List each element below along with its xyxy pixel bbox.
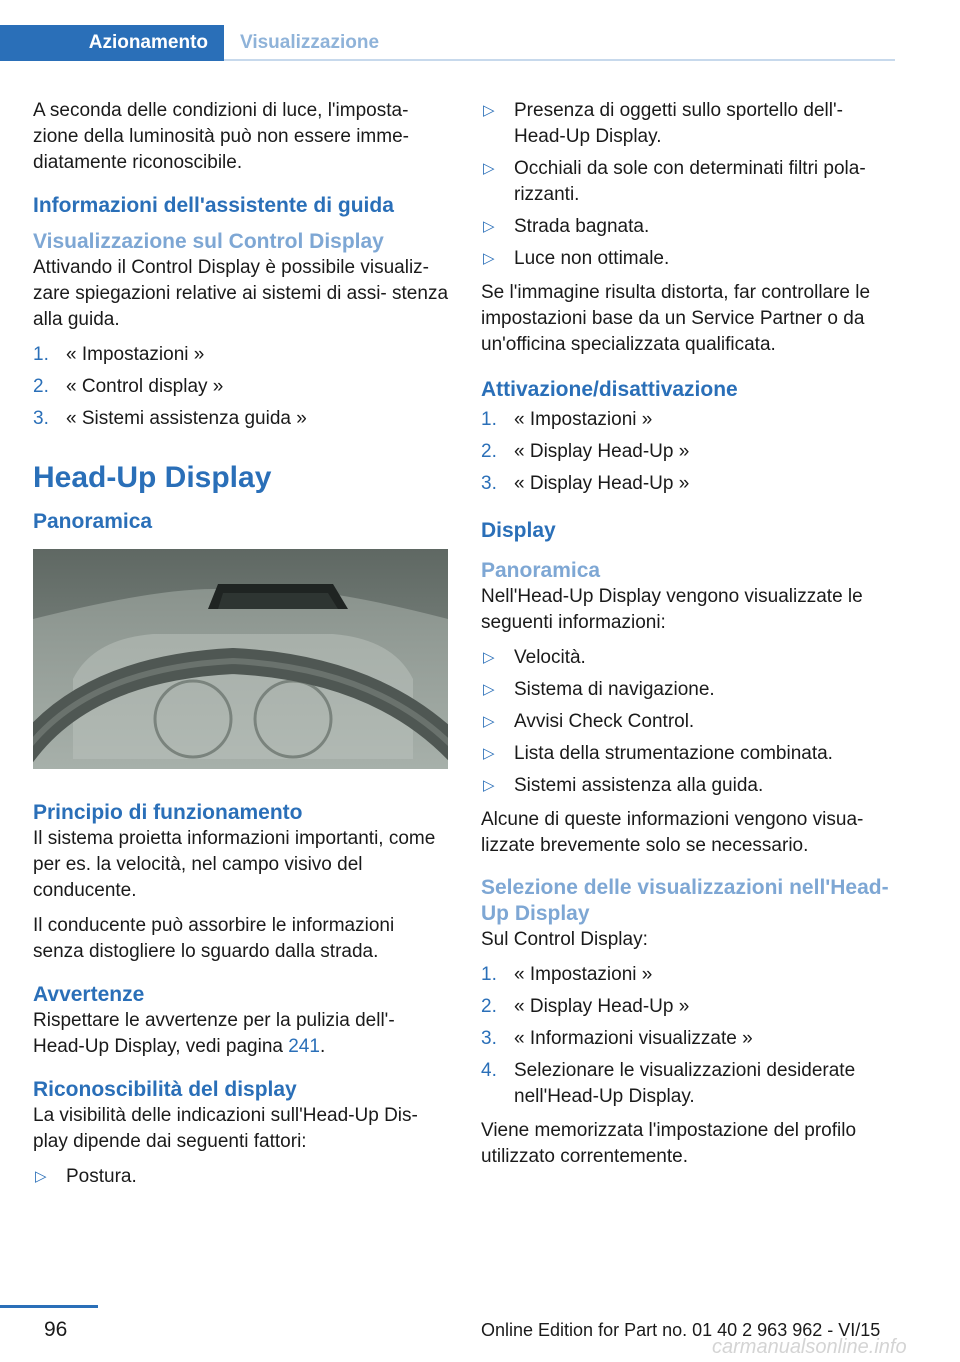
header-divider [224, 59, 895, 61]
list-item: 3. « Sistemi assistenza guida » [33, 408, 307, 429]
control-display-steps [33, 342, 448, 432]
list-item: ▷ Luce non ottimale. [481, 246, 896, 272]
triangle-bullet-icon: ▷ [483, 250, 495, 267]
distortion-paragraph: Se l'immagine risulta distorta, far controllare le impostazioni base da un Service Partner o da un'officina specializzata qualificata. [481, 282, 871, 355]
list-item: ▷ Sistemi assistenza alla guida. [481, 773, 896, 799]
header-tabs [0, 25, 895, 61]
list-item: 4. Selezionare le visualizzazioni desiderate nell'Head-Up Display. [481, 1060, 856, 1107]
profile-paragraph: Viene memorizzata l'impostazione del profilo utilizzato correntemente. [481, 1120, 857, 1167]
list-item: 3. « Informazioni visualizzate » [481, 1028, 753, 1049]
heading-control-display: Visualizzazione sul Control Display [33, 230, 384, 253]
heading-assistant-info: Informazioni dell'assistente di guida [33, 194, 394, 217]
heading-overview: Panoramica [33, 510, 153, 533]
heading-display: Display [481, 519, 556, 542]
list-item: ▷ Occhiali da sole con determinati filtri pola- rizzanti. [483, 158, 866, 205]
control-display-paragraph: Attivando il Control Display è possibile visualiz- zare spiegazioni relative ai sistemi di assi- stenza alla guida. [33, 257, 449, 330]
intro-paragraph: A seconda delle condizioni di luce, l'imposta- zione della luminosità può non essere imme- diatamente riconoscibile. [33, 100, 409, 173]
list-item: ▷ Strada bagnata. [481, 214, 896, 240]
some-info-paragraph: Alcune di queste informazioni vengono visua- lizzate brevemente solo se necessario. [481, 809, 864, 856]
list-item: 2. « Display Head-Up » [481, 996, 690, 1017]
list-item: 1. « Impostazioni » [481, 409, 653, 430]
triangle-bullet-icon: ▷ [483, 218, 495, 235]
activation-steps [481, 407, 896, 497]
visibility-factors-list [33, 1164, 448, 1190]
left-column [33, 98, 448, 1198]
selection-steps [481, 962, 896, 1110]
tab-azionamento[interactable]: Azionamento [0, 25, 224, 61]
list-item: ▷ Sistema di navigazione. [481, 677, 896, 703]
principle-paragraph-1: Il sistema proietta informazioni importanti, come per es. la velocità, nel campo visivo del conducente. [33, 828, 436, 901]
list-item: ▷ Velocità. [481, 645, 896, 671]
list-item: 2. « Display Head-Up » [481, 441, 690, 462]
list-item: 1. « Impostazioni » [481, 964, 653, 985]
tab-visualizzazione[interactable]: Visualizzazione [240, 32, 380, 53]
visibility-factors-list-continued [481, 98, 896, 272]
right-column [481, 98, 896, 1179]
triangle-bullet-icon: ▷ [483, 160, 495, 177]
triangle-bullet-icon: ▷ [483, 102, 495, 119]
list-item: ▷ Presenza di oggetti sullo sportello dell'- Head-Up Display. [483, 100, 843, 147]
list-item: ▷ Avvisi Check Control. [481, 709, 896, 735]
edition-note: Online Edition for Part no. 01 40 2 963 962 - VI/15 [481, 1320, 881, 1340]
selection-paragraph: Sul Control Display: [481, 929, 648, 950]
warnings-paragraph: Rispettare le avvertenze per la pulizia dell'- Head-Up Display, vedi pagina 241. [33, 1010, 395, 1057]
list-item: ▷ Lista della strumentazione combinata. [481, 741, 896, 767]
heading-head-up-display: Head-Up Display [33, 461, 272, 494]
triangle-bullet-icon: ▷ [483, 681, 495, 698]
triangle-bullet-icon: ▷ [35, 1168, 47, 1185]
heading-principle: Principio di funzionamento [33, 801, 303, 824]
watermark: carmanualsonline.info [712, 1336, 907, 1358]
triangle-bullet-icon: ▷ [483, 745, 495, 762]
visibility-paragraph: La visibilità delle indicazioni sull'Head-Up Dis- play dipende dai seguenti fattori: [33, 1105, 418, 1152]
heading-selection: Selezione delle visualizzazioni nell'Head-Up Display [481, 876, 889, 925]
page-link-241[interactable]: 241 [288, 1036, 320, 1057]
overview-paragraph: Nell'Head-Up Display vengono visualizzate le seguenti informazioni: [481, 586, 863, 633]
principle-paragraph-2: Il conducente può assorbire le informazioni senza distogliere lo sguardo dalla strada. [33, 915, 395, 962]
list-item: 3. « Display Head-Up » [481, 473, 690, 494]
list-item: 1. « Impostazioni » [33, 344, 205, 365]
heading-activation: Attivazione/disattivazione [481, 378, 738, 401]
list-item: ▷ Postura. [33, 1164, 448, 1190]
triangle-bullet-icon: ▷ [483, 649, 495, 666]
triangle-bullet-icon: ▷ [483, 713, 495, 730]
heading-display-overview: Panoramica [481, 559, 601, 582]
heading-warnings: Avvertenze [33, 983, 145, 1006]
list-item: 2. « Control display » [33, 376, 224, 397]
head-up-display-photo [33, 549, 448, 769]
triangle-bullet-icon: ▷ [483, 777, 495, 794]
displayed-info-list [481, 645, 896, 799]
heading-visibility: Riconoscibilità del display [33, 1078, 297, 1101]
footer-divider [0, 1305, 98, 1308]
page-number: 96 [44, 1318, 68, 1341]
